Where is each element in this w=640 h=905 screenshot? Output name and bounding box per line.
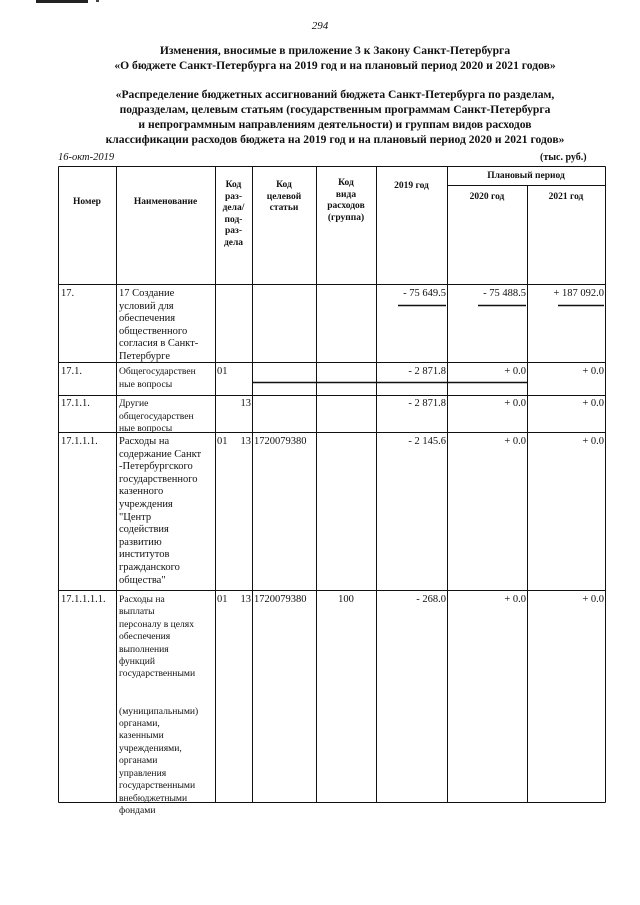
row-value-2021: + 0.0 bbox=[582, 436, 604, 447]
row-target-code: 1720079380 bbox=[254, 436, 307, 447]
column-header-name: Наименование bbox=[133, 197, 198, 207]
document-title bbox=[40, 43, 630, 73]
scan-artifact bbox=[36, 0, 88, 3]
row-section-code: 01 bbox=[217, 436, 228, 447]
row-number: 17.1.1.1.1. bbox=[61, 594, 106, 605]
row-target-code: 1720079380 bbox=[254, 594, 307, 605]
row-number: 17.1. bbox=[61, 366, 82, 377]
column-header-target: Код целевой статьи bbox=[266, 180, 302, 213]
row-subsection-code: 13 bbox=[240, 594, 251, 605]
row-number: 17.1.1.1. bbox=[61, 436, 98, 447]
row-value-2019: - 268.0 bbox=[416, 594, 446, 605]
column-header-expense-type: Код вида расходов (группа) bbox=[327, 178, 365, 223]
column-header-planned-period: Плановый период bbox=[487, 171, 565, 181]
subtitle-line: подразделам, целевым статьям (государственным программам Санкт-Петербурга bbox=[119, 103, 551, 116]
row-name: Расходы на выплаты персоналу в целях обеспечения выполнения функций государственными (муниципальными) органами, казенными учреждениями, органами управления государственными внебюджетными фондами bbox=[119, 594, 199, 816]
row-value-2020: + 0.0 bbox=[504, 366, 526, 377]
subtitle-line: классификации расходов бюджета на 2019 год и на плановый период 2020 и 2021 годов» bbox=[105, 133, 565, 146]
row-value-2019: - 2 871.8 bbox=[408, 398, 446, 409]
units-label: (тыс. руб.) bbox=[540, 152, 587, 163]
page-number: 294 bbox=[311, 20, 329, 32]
row-value-2019: - 2 145.6 bbox=[408, 436, 446, 447]
row-number: 17.1.1. bbox=[61, 398, 90, 409]
subtitle-line: «Распределение бюджетных ассигнований бюджета Санкт-Петербурга по разделам, bbox=[115, 88, 555, 101]
row-value-2020: + 0.0 bbox=[504, 594, 526, 605]
row-name: Расходы на содержание Санкт -Петербургского государственного казенного учреждения "Центр содействия развитию институтов гражданского общества" bbox=[119, 436, 202, 586]
row-number: 17. bbox=[61, 288, 75, 299]
row-subsection-code: 13 bbox=[240, 436, 251, 447]
title-line: Изменения, вносимые в приложение 3 к Закону Санкт-Петербурга bbox=[159, 44, 511, 57]
column-header-section: Код раз- дела/ под- раз- дела bbox=[222, 180, 245, 248]
row-name: 17 Создание условий для обеспечения общественного согласия в Санкт- Петербурге bbox=[119, 288, 199, 362]
row-value-2020: - 75 488.5 bbox=[483, 288, 526, 299]
document-subtitle bbox=[40, 87, 630, 147]
row-value-2019: - 75 649.5 bbox=[403, 288, 446, 299]
title-line: «О бюджете Санкт-Петербурга на 2019 год и на плановый период 2020 и 2021 годов» bbox=[114, 59, 556, 72]
row-value-2021: + 187 092.0 bbox=[553, 288, 604, 299]
row-value-2021: + 0.0 bbox=[582, 398, 604, 409]
subtitle-line: и непрограммным направлениям деятельности) и группам видов расходов bbox=[138, 118, 532, 131]
column-header-2019: 2019 год bbox=[394, 181, 429, 191]
row-subsection-code: 13 bbox=[240, 398, 251, 409]
budget-table bbox=[58, 166, 606, 816]
column-header-2021: 2021 год bbox=[548, 192, 584, 202]
row-value-2020: + 0.0 bbox=[504, 436, 526, 447]
row-name: Общегосударствен ные вопросы bbox=[119, 366, 196, 390]
row-value-2020: + 0.0 bbox=[504, 398, 526, 409]
column-header-2020: 2020 год bbox=[469, 192, 505, 202]
document-date: 16-окт-2019 bbox=[58, 152, 115, 163]
row-value-2021: + 0.0 bbox=[582, 594, 604, 605]
row-section-code: 01 bbox=[217, 366, 228, 377]
scan-artifact bbox=[96, 0, 99, 2]
row-value-2021: + 0.0 bbox=[582, 366, 604, 377]
row-section-code: 01 bbox=[217, 594, 228, 605]
row-name: Другие общегосударствен ные вопросы bbox=[119, 398, 194, 435]
row-value-2019: - 2 871.8 bbox=[408, 366, 446, 377]
row-expense-type-code: 100 bbox=[338, 594, 354, 605]
column-header-number: Номер bbox=[73, 197, 101, 207]
